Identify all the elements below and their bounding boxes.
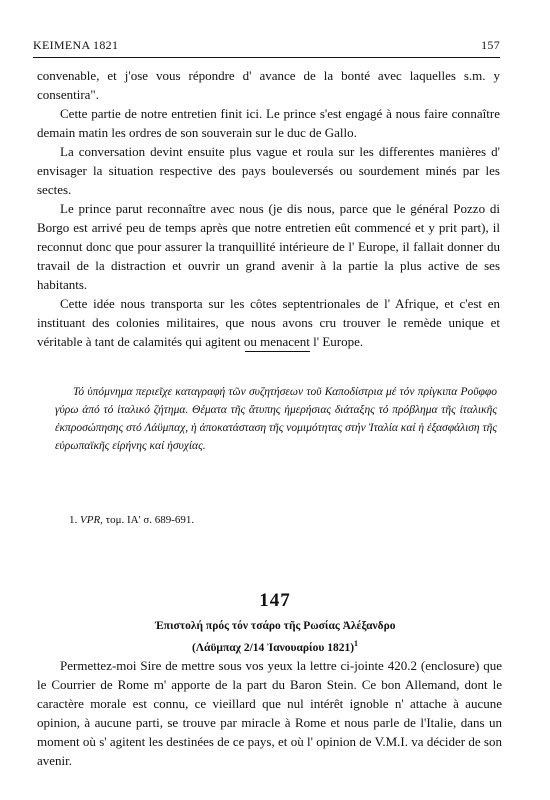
letter-paragraph-1: Permettez-moi Sire de mettre sous vos yeux la lettre ci-jointe 420.2 (enclosure) que le Courrier de Rome m' apporte de la part du Baron Stein. Ce bon Allemand, dont le caractère morale est connu, ce vieillard que nul intérêt ignoble n' attache à aucune opinion, à aucune parti, se trouve par miracle à Rome et nous parle de l'Italie, dans un moment où s' agitent les destinées de ce pays, et où l' opinion de V.M.I. va décider de son avenir. [37,658,502,768]
document-footnote-marker: 1 [354,639,359,648]
main-text [37,66,500,351]
document-date-line [0,635,550,657]
header-title: ΚΕΙΜΕΝΑ 1821 [33,38,119,52]
header-rule [33,57,500,58]
running-header [33,38,500,56]
footnote [69,514,194,526]
letter-text [37,656,502,770]
footnote-reference: τομ. ΙΑ' σ. 689-691. [105,514,195,526]
footnote-source: VPR, [80,514,103,526]
document-title: Ἐπιστολή πρός τόν τσάρο τῆς Ρωσίας Ἀλέξανδρο [154,620,396,632]
document-heading [0,618,550,657]
paragraph-1: convenable, et j'ose vous répondre d' avance de la bonté avec laquelles s.m. y consentira". [37,68,500,102]
footnote-number: 1. [69,514,78,526]
editorial-note-text: Τό ὑπόμνημα περιεῖχε καταγραφή τῶν συζητήσεων τοῦ Καποδίστρια μέ τόν πρίγκιπα Ροῦφφο γύρω ἀπό τό ἰταλικό ζήτημα. Θέματα τῆς ἄτυπης ἡμερήσιας διάταξης τό πρόβλημα τῆς ἰταλικῆς ἐκπροσώπησης στό Λάϋμπαχ, ἡ ἀποκατάσταση τῆς νομιμότητας στήν Ἰταλία καί ἡ ἐξασφάλιση τῆς εὐρωπαϊκῆς εἰρήνης καί ἡσυχίας. [55,386,498,452]
editorial-note [55,383,497,455]
document-number: 147 [259,590,291,611]
paragraph-2: Cette partie de notre entretien finit ici. Le prince s'est engagé à nous faire connaître demain matin les ordres de son souverain sur le duc de Gallo. [37,106,500,140]
section-separator [245,351,310,352]
paragraph-5: Cette idée nous transporta sur les côtes septentrionales de l' Afrique, et c'est en instituant des colonies militaires, que nous avons cru trouver le remède unique et véritable à tant de calamités qui agitent ou menacent l' Europe. [37,296,500,349]
paragraph-3: La conversation devint ensuite plus vague et roula sur les differentes manières d' envisager la situation respective des pays bouleversés ou sourdement minés par les sectes. [37,144,500,197]
page-number: 157 [481,38,500,52]
paragraph-4: Le prince parut reconnaître avec nous (je dis nous, parce que le général Pozzo di Borgo est arrivé peu de temps après que notre entretien eût commencé et y prit part), il reconnut donc que pour assurer la tranquillité intérieure de l' Europe, il fallait donner du travail de la distraction et ouvrir un grand avenir à la partie la plus active de ses habitants. [37,201,500,292]
document-date: (Λάϋμπαχ 2/14 Ἰανουαρίου 1821) [191,641,355,654]
